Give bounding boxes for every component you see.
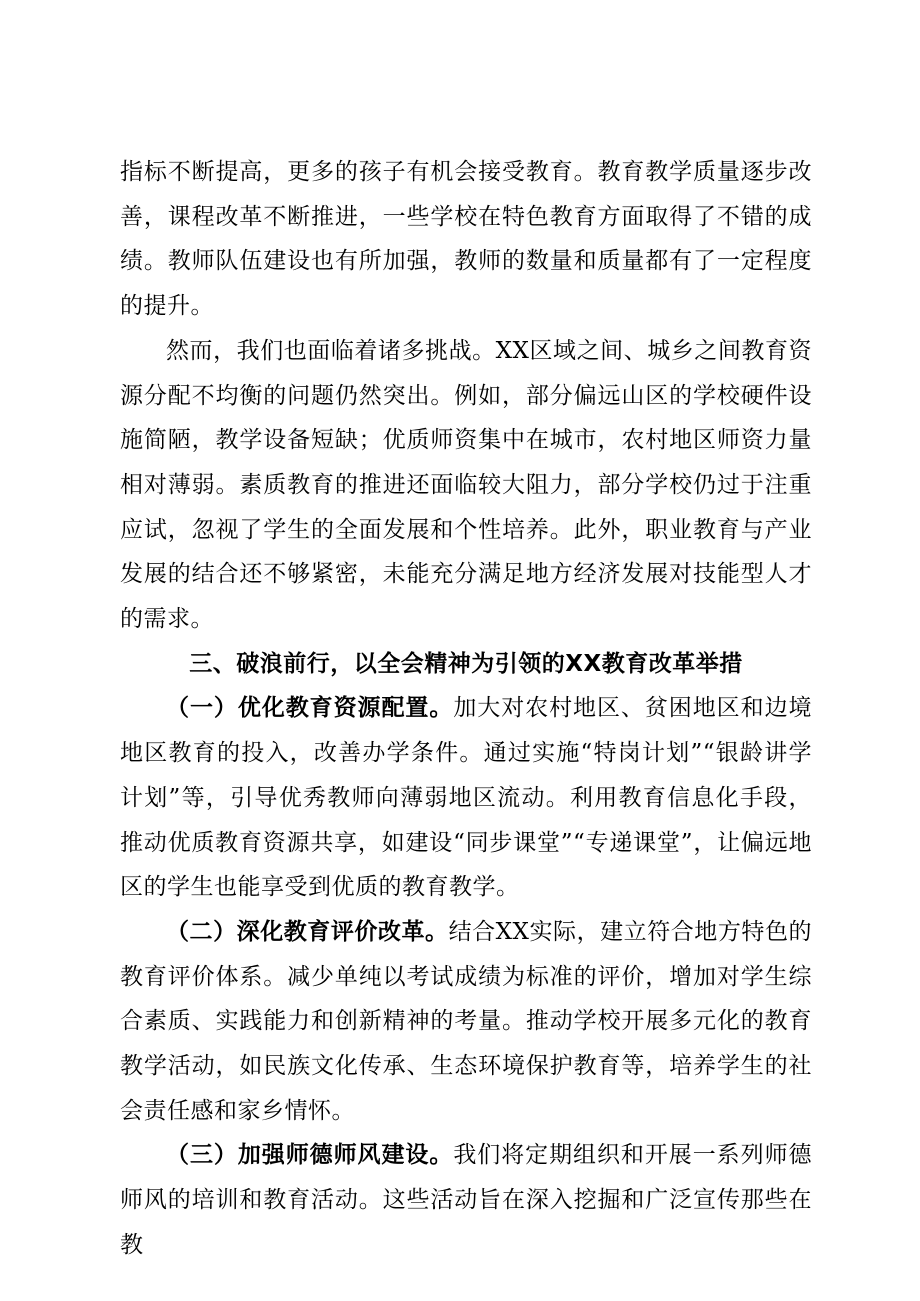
subsection-body: 结合XX实际，建立符合地方特色的教育评价体系。减少单纯以考试成绩为标准的评价，增加对学生综合素质、实践能力和创新精神的考量。推动学校开展多元化的教育教学活动，如民族文化传承、生态环境保护教育等，培养学生的社会责任感和家乡情怀。 bbox=[120, 918, 812, 1124]
subsection-teacher-ethics bbox=[120, 1133, 812, 1267]
subsection-title: （三）加强师德师风建设。 bbox=[166, 1142, 454, 1169]
subsection-body: 我们将定期组织和开展一系列师德师风的培训和教育活动。这些活动旨在深入挖掘和广泛宣传那些在教 bbox=[120, 1142, 813, 1258]
subsection-evaluation-reform bbox=[120, 910, 812, 1134]
section-heading: 三、破浪前行，以全会精神为引领的XX教育改革举措 bbox=[189, 650, 743, 677]
subsection-resource-allocation bbox=[120, 686, 812, 910]
document-page bbox=[120, 150, 812, 1268]
subsection-body: 加大对农村地区、贫困地区和边境地区教育的投入，改善办学条件。通过实施“特岗计划”“银龄讲学计划”等，引导优秀教师向薄弱地区流动。利用教育信息化手段，推动优质教育资源共享，如建设“同步课堂”“专递课堂”，让偏远地区的学生也能享受到优质的教育教学。 bbox=[120, 695, 813, 901]
subsection-title: （二）深化教育评价改革。 bbox=[166, 918, 449, 945]
paragraph-challenges: 然而，我们也面临着诸多挑战。XX区域之间、城乡之间教育资源分配不均衡的问题仍然突出。例如，部分偏远山区的学校硬件设施简陋，教学设备短缺；优质师资集中在城市，农村地区师资力量相对薄弱。素质教育的推进还面临较大阻力，部分学校仍过于注重应试，忽视了学生的全面发展和个性培养。此外，职业教育与产业发展的结合还不够紧密，未能充分满足地方经济发展对技能型人才的需求。 bbox=[120, 337, 812, 633]
subsection-title: （一）优化教育资源配置。 bbox=[166, 695, 454, 722]
paragraph-education-progress: 指标不断提高，更多的孩子有机会接受教育。教育教学质量逐步改善，课程改革不断推进，一些学校在特色教育方面取得了不错的成绩。教师队伍建设也有所加强，教师的数量和质量都有了一定程度的提升。 bbox=[120, 159, 812, 320]
